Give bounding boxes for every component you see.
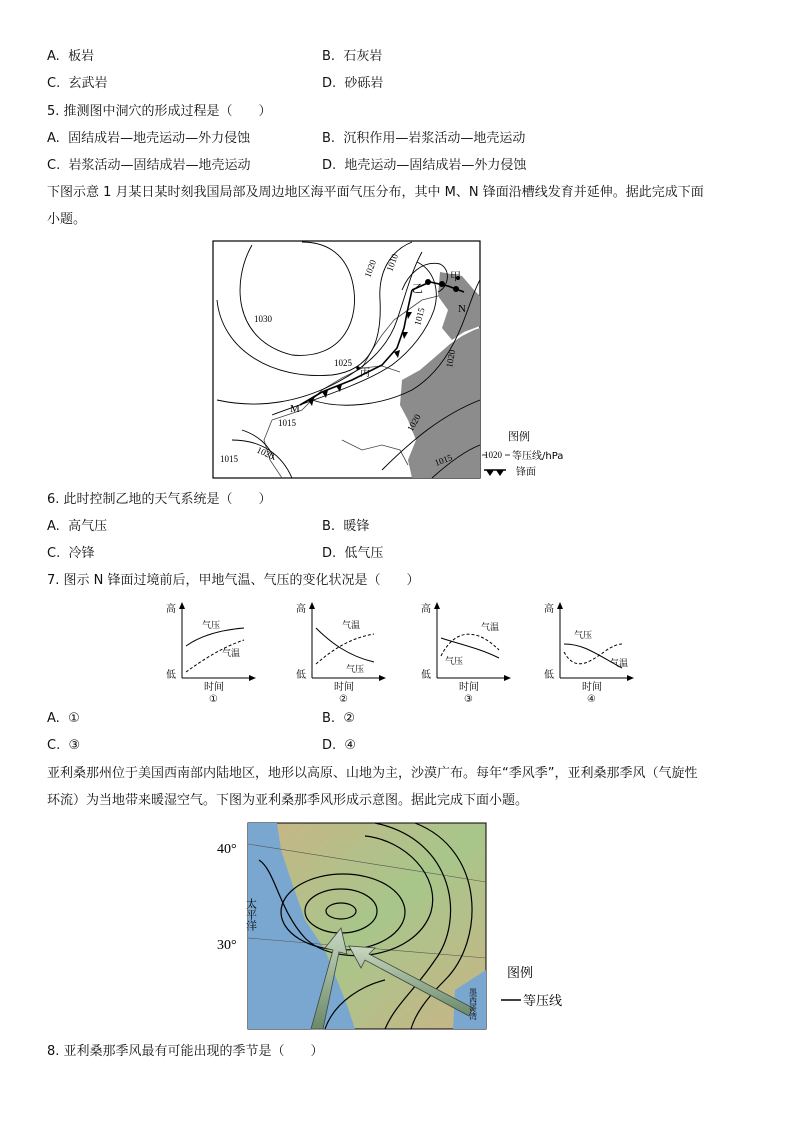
legend-isobar-label: 等压线 — [523, 994, 563, 1009]
isobar-label: 1020 — [444, 348, 458, 369]
option-text: 高气压 — [68, 519, 108, 534]
q5-option-d — [322, 157, 526, 175]
q7-option-a — [47, 710, 80, 728]
y-high: 高 — [421, 604, 431, 615]
isobar-label: 1030 — [254, 314, 272, 324]
axis-arrow — [557, 602, 563, 609]
axis-arrow — [309, 602, 315, 609]
option-label: C. — [47, 738, 61, 753]
axis-arrow — [179, 602, 185, 609]
axis-arrow — [504, 675, 511, 681]
graph-1 — [160, 598, 260, 704]
option-label: A. — [47, 49, 60, 64]
legend-isobar-label: 等压线/hPa — [512, 451, 564, 462]
q5-option-c — [47, 157, 251, 175]
x-label: 时间 — [582, 682, 602, 693]
option-text: ② — [343, 711, 355, 726]
option-text: ③ — [68, 738, 81, 753]
point-bing-label: 丙 — [360, 368, 370, 379]
q7-option-b — [322, 710, 355, 728]
axis-arrow — [379, 675, 386, 681]
option-label: A. — [47, 131, 60, 146]
graph-4 — [538, 598, 638, 704]
q6-option-d — [322, 545, 383, 563]
latitude-40-label: 40° — [217, 842, 237, 857]
isobar-label: 1015 — [278, 418, 296, 428]
y-low: 低 — [296, 670, 306, 681]
y-high: 高 — [166, 604, 176, 615]
graph-number: ④ — [587, 694, 596, 704]
monsoon-map — [215, 820, 595, 1034]
q5-option-a — [47, 130, 250, 148]
option-label: D. — [322, 738, 337, 753]
front-dot — [453, 286, 459, 292]
y-low: 低 — [166, 670, 176, 681]
isobar-label: 1010 — [384, 252, 401, 273]
isobar-label: 1015 — [220, 454, 238, 464]
option-text: 板岩 — [68, 49, 95, 64]
isobar-label: 1015 — [412, 306, 427, 327]
temp-label: 气温 — [222, 649, 241, 659]
graph-3 — [415, 598, 515, 704]
y-low: 低 — [544, 670, 554, 681]
pressure-curve — [441, 638, 499, 658]
legend-front-triangle — [496, 470, 504, 476]
option-text: 沉积作用—岩浆活动—地壳运动 — [343, 131, 526, 146]
option-label: A. — [47, 711, 60, 726]
graph-number: ③ — [464, 694, 473, 704]
q8-stem: 8. 亚利桑那季风最有可能出现的季节是（ ） — [47, 1044, 324, 1059]
intro1-line2: 小题。 — [47, 212, 87, 227]
x-label: 时间 — [334, 682, 354, 693]
q7-stem: 7. 图示 N 锋面过境前后，甲地气温、气压的变化状况是（ ） — [47, 573, 420, 588]
front-m-label: M — [290, 403, 300, 415]
axis-arrow — [627, 675, 634, 681]
option-label: B. — [322, 711, 336, 726]
graph-2 — [290, 598, 390, 704]
pressure-label: 气压 — [445, 657, 464, 667]
isobar-label: 1020 — [255, 444, 276, 462]
legend-isobar-sample: 1020 — [484, 450, 502, 460]
option-label: C. — [47, 158, 61, 173]
q6-option-c — [47, 545, 95, 563]
intro2-line2: 环流）为当地带来暖湿空气。下图为亚利桑那季风形成示意图。据此完成下面小题。 — [47, 793, 529, 808]
option-text: 暖锋 — [343, 519, 370, 534]
isobar-label: 1020 — [405, 412, 423, 433]
x-label: 时间 — [459, 682, 479, 693]
q5-option-b — [322, 130, 525, 148]
pressure-map — [212, 240, 582, 480]
option-label: B. — [322, 49, 336, 64]
q4-option-b — [322, 48, 382, 66]
option-text: ① — [68, 711, 80, 726]
q4-option-a — [47, 48, 94, 66]
front-dot — [425, 279, 431, 285]
option-text: 地壳运动—固结成岩—外力侵蚀 — [344, 158, 527, 173]
point-yi-label: 乙 — [412, 282, 423, 295]
gulf-label: 墨西哥湾 — [468, 988, 478, 1020]
option-text: 岩浆活动—固结成岩—地壳运动 — [68, 158, 251, 173]
graph-number: ② — [339, 694, 348, 704]
latitude-30-label: 30° — [217, 938, 237, 953]
point-jia-label: 甲 — [450, 270, 461, 283]
axis-arrow — [434, 602, 440, 609]
y-low: 低 — [421, 670, 431, 681]
option-text: 冷锋 — [68, 546, 95, 561]
x-label: 时间 — [204, 682, 224, 693]
option-text: 低气压 — [344, 546, 384, 561]
option-label: D. — [322, 546, 337, 561]
q7-option-c — [47, 737, 80, 755]
q5-stem: 5. 推测图中洞穴的形成过程是（ ） — [47, 104, 272, 119]
isobar-label: 1020 — [362, 258, 379, 279]
option-label: A. — [47, 519, 60, 534]
axis-arrow — [249, 675, 256, 681]
legend-front-label: 锋面 — [516, 467, 536, 478]
legend-title: 图例 — [508, 430, 530, 443]
option-text: 石灰岩 — [343, 49, 383, 64]
option-text: 玄武岩 — [68, 76, 108, 91]
option-label: D. — [322, 76, 337, 91]
q6-option-a — [47, 518, 107, 536]
temp-curve — [441, 634, 499, 656]
pacific-label: 太平洋 — [244, 898, 258, 931]
q6-option-b — [322, 518, 369, 536]
q4-option-d — [322, 75, 383, 93]
temp-label: 气温 — [610, 659, 629, 669]
intro2-line1: 亚利桑那州位于美国西南部内陆地区，地形以高原、山地为主，沙漠广布。每年“季风季”，亚利桑那季风（气旋性 — [47, 766, 698, 781]
temp-label: 气温 — [342, 621, 361, 631]
option-text: 砂砾岩 — [344, 76, 384, 91]
option-text: 固结成岩—地壳运动—外力侵蚀 — [68, 131, 251, 146]
option-label: D. — [322, 158, 337, 173]
option-label: C. — [47, 546, 61, 561]
isobar-label: 1025 — [334, 358, 352, 368]
q6-stem: 6. 此时控制乙地的天气系统是（ ） — [47, 492, 272, 507]
y-high: 高 — [544, 604, 554, 615]
option-text: ④ — [344, 738, 357, 753]
option-label: B. — [322, 519, 336, 534]
pressure-label: 气压 — [574, 631, 593, 641]
pressure-label: 气压 — [346, 665, 365, 675]
option-label: C. — [47, 76, 61, 91]
graph-number: ① — [209, 694, 218, 704]
q7-option-d — [322, 737, 356, 755]
temp-label: 气温 — [481, 623, 500, 633]
option-label: B. — [322, 131, 336, 146]
legend-front-triangle — [486, 470, 494, 476]
front-dot — [439, 281, 445, 287]
legend-title: 图例 — [507, 966, 534, 981]
isobar-label: 1015 — [433, 452, 454, 468]
q4-option-c — [47, 75, 108, 93]
intro1-line1: 下图示意 1 月某日某时刻我国局部及周边地区海平面气压分布，其中 M、N 锋面沿槽线发育并延伸。据此完成下面 — [47, 185, 704, 200]
front-n-label: N — [458, 303, 466, 315]
y-high: 高 — [296, 604, 306, 615]
pressure-label: 气压 — [202, 621, 221, 631]
